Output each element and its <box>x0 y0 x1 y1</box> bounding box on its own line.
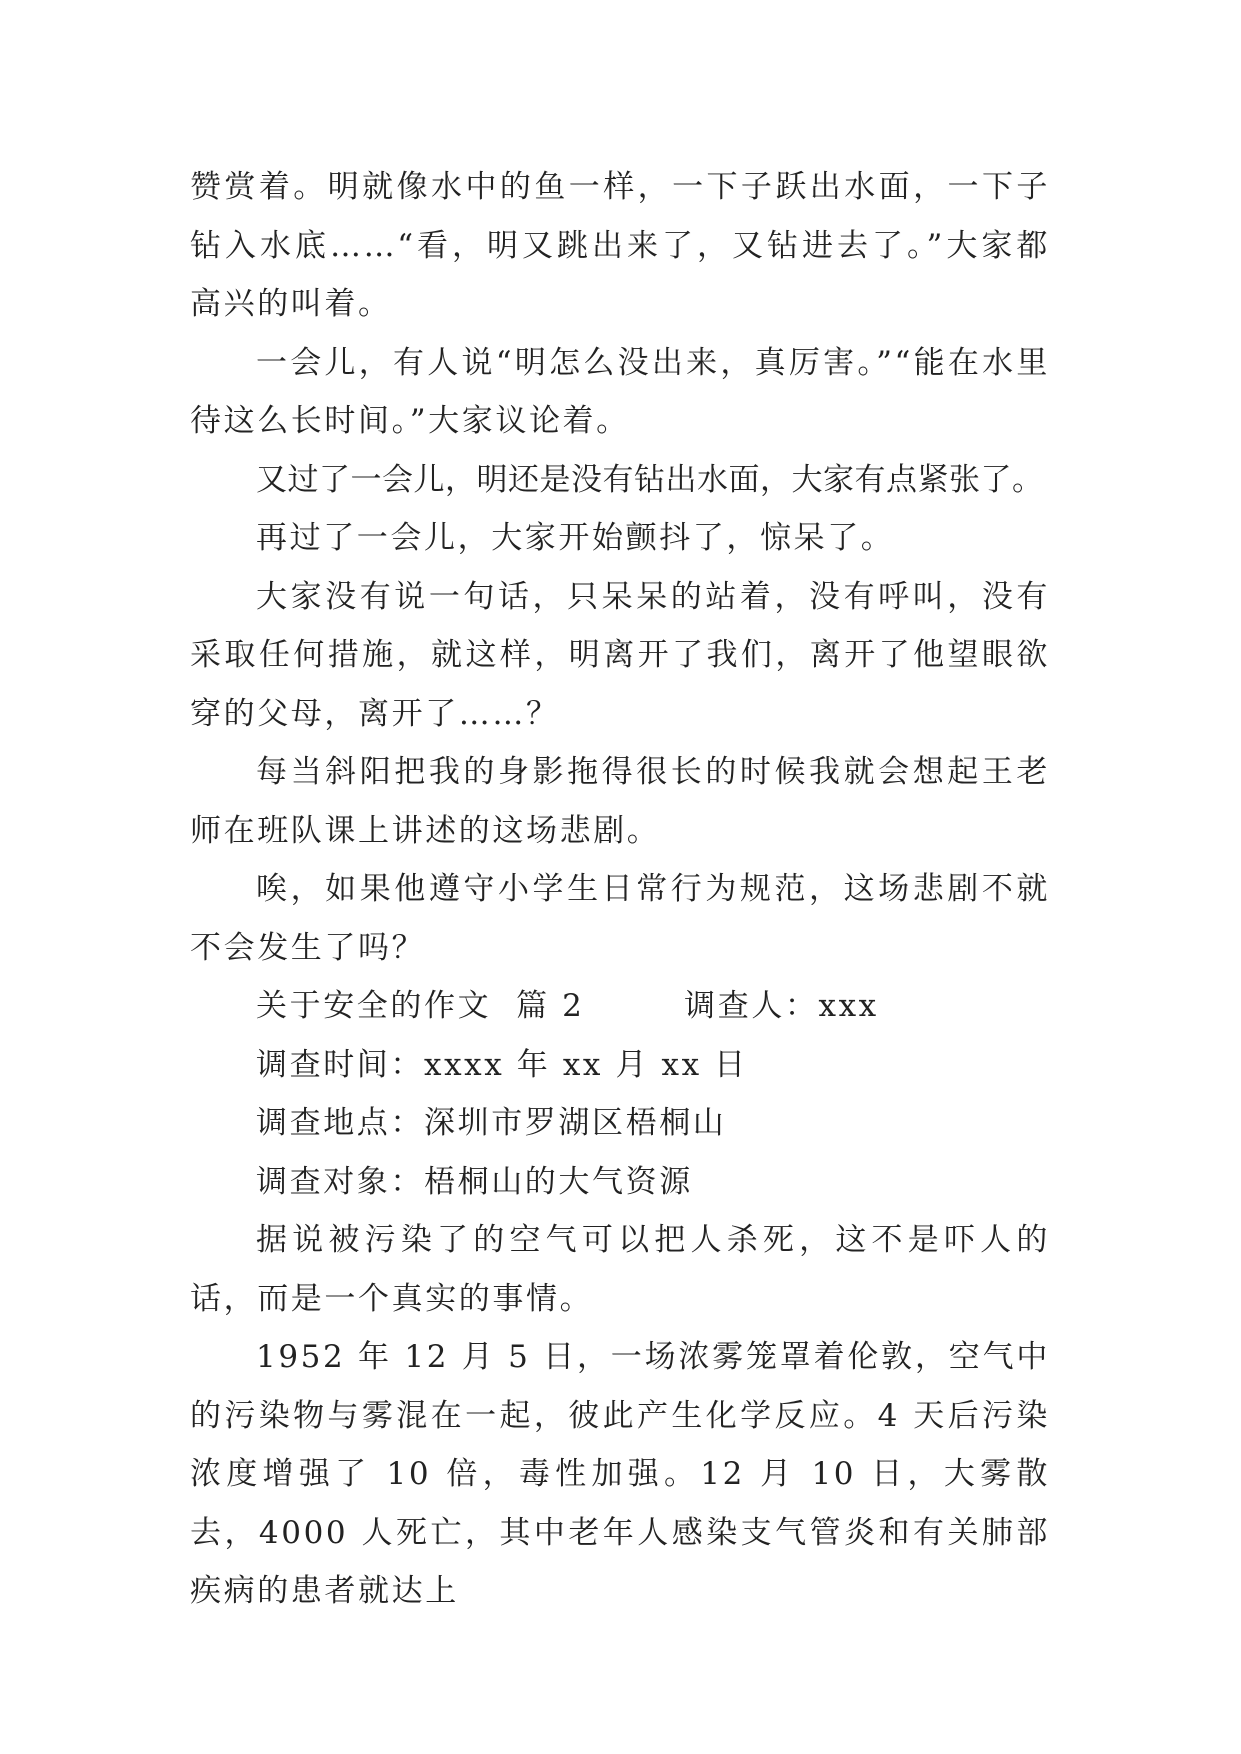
survey-subject: 调查对象：梧桐山的大气资源 <box>256 1163 693 1200</box>
paragraph: 据说被污染了的空气可以把人杀死，这不是吓人的话，而是一个真实的事情。 <box>190 1222 1050 1317</box>
section-heading: 关于安全的作文 篇 2 调查人：xxx <box>256 988 879 1024</box>
paragraph: 1952 年 12 月 5 日，一场浓雾笼罩着伦敦，空气中的污染物与雾混在一起，彼此产生化学反应。4 天后污染浓度增强了 10 倍，毒性加强。12 月 10 日，大雾散去，4000 人死亡，其中老年人感染支气管炎和有关肺部疾病的患者就达上 <box>190 1339 1050 1609</box>
paragraph: 大家没有说一句话，只呆呆的站着，没有呼叫，没有采取任何措施，就这样，明离开了我们，离开了他望眼欲穿的父母，离开了……？ <box>190 578 1050 732</box>
paragraph: 唉，如果他遵守小学生日常行为规范，这场悲剧不就不会发生了吗？ <box>190 871 1050 966</box>
paragraph: 再过了一会儿，大家开始颤抖了，惊呆了。 <box>256 520 895 556</box>
paragraph: 每当斜阳把我的身影拖得很长的时候我就会想起王老师在班队课上讲述的这场悲剧。 <box>190 754 1050 849</box>
survey-time: 调查时间：xxxx 年 xx 月 xx 日 <box>256 1046 748 1083</box>
paragraph: 一会儿，有人说“明怎么没出来，真厉害。”“能在水里待这么长时间。”大家议论着。 <box>190 344 1050 439</box>
document-body <box>190 158 1050 1621</box>
paragraph: 又过了一会儿，明还是没有钻出水面，大家有点紧张了。 <box>256 461 1044 498</box>
survey-location: 调查地点：深圳市罗湖区梧桐山 <box>256 1105 727 1141</box>
paragraph: 赞赏着。明就像水中的鱼一样，一下子跃出水面，一下子钻入水底……“看，明又跳出来了，又钻进去了。”大家都高兴的叫着。 <box>190 169 1050 322</box>
